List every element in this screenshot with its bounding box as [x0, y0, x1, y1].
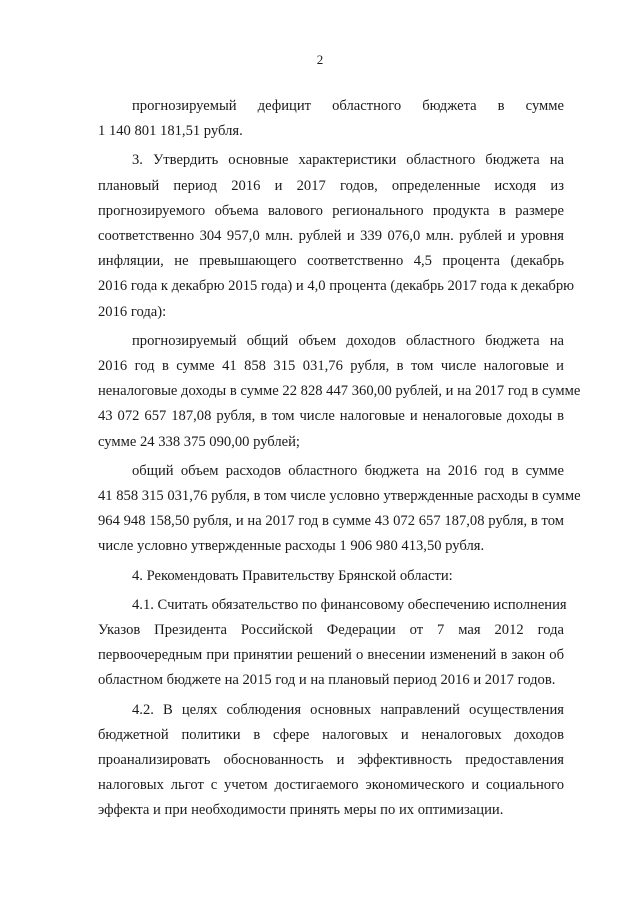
- text-line: 41 858 315 031,76 рубля, в том числе условно утвержденные расходы в сумме: [98, 488, 581, 505]
- text-line: инфляции, не превышающего соответственно 4,5 процента (декабрь: [98, 253, 564, 270]
- text-line: 43 072 657 187,08 рубля, в том числе налоговые и неналоговые доходы в: [98, 408, 564, 425]
- paragraph-item-4: [98, 564, 564, 589]
- text-line: 1 140 801 181,51 рубля.: [98, 123, 243, 140]
- text-line: бюджетной политики в сфере налоговых и неналоговых доходов: [98, 726, 564, 743]
- text-line: 2016 года к декабрю 2015 года) и 4,0 процента (декабрь 2017 года к декабрю: [98, 278, 575, 295]
- paragraph-item-4-1: [98, 593, 567, 694]
- text-line: областном бюджете на 2015 год и на плановый период 2016 и 2017 годов.: [98, 672, 556, 689]
- text-line: числе условно утвержденные расходы 1 906 980 413,50 рубля.: [98, 538, 485, 555]
- text-line: 2016 года):: [98, 303, 167, 320]
- text-line: прогнозируемый общий объем доходов областного бюджета на: [132, 332, 564, 349]
- text-line: налоговых льгот с учетом достигаемого экономического и социального: [98, 777, 564, 794]
- text-line: эффекта и при необходимости принять меры по их оптимизации.: [98, 802, 504, 819]
- paragraph-item-4-2: [98, 698, 564, 824]
- paragraph-item-3: [98, 148, 575, 324]
- text-line: 3. Утвердить основные характеристики областного бюджета на: [132, 152, 564, 169]
- text-line: 2016 год в сумме 41 858 315 031,76 рубля, в том числе налоговые и: [98, 358, 564, 375]
- text-line: неналоговые доходы в сумме 22 828 447 360,00 рублей, и на 2017 год в сумме: [98, 383, 581, 400]
- text-line: сумме 24 338 375 090,00 рублей;: [98, 433, 300, 450]
- text-line: прогнозируемого объема валового регионального продукта в размере: [98, 202, 564, 219]
- document-body: [98, 94, 581, 824]
- paragraph-revenues: [98, 329, 581, 455]
- text-line: Указов Президента Российской Федерации от 7 мая 2012 года: [98, 622, 564, 639]
- text-line: 4. Рекомендовать Правительству Брянской области:: [132, 567, 453, 584]
- text-line: соответственно 304 957,0 млн. рублей и 339 076,0 млн. рублей и уровня: [98, 228, 564, 245]
- paragraph-expenses: [98, 459, 581, 560]
- text-line: 4.2. В целях соблюдения основных направлений осуществления: [132, 701, 564, 718]
- text-line: первоочередным при принятии решений о внесении изменений в закон об: [98, 647, 564, 664]
- page-number: 2: [316, 52, 324, 67]
- text-line: общий объем расходов областного бюджета на 2016 год в сумме: [132, 462, 564, 479]
- text-line: прогнозируемый дефицит областного бюджета в сумме: [132, 98, 564, 114]
- text-line: 964 948 158,50 рубля, и на 2017 год в сумме 43 072 657 187,08 рубля, в том: [98, 513, 564, 530]
- text-line: проанализировать обоснованность и эффективность предоставления: [98, 752, 564, 769]
- paragraph-deficit: [98, 94, 564, 144]
- text-line: плановый период 2016 и 2017 годов, определенные исходя из: [98, 177, 564, 194]
- text-line: 4.1. Считать обязательство по финансовому обеспечению исполнения: [132, 596, 567, 613]
